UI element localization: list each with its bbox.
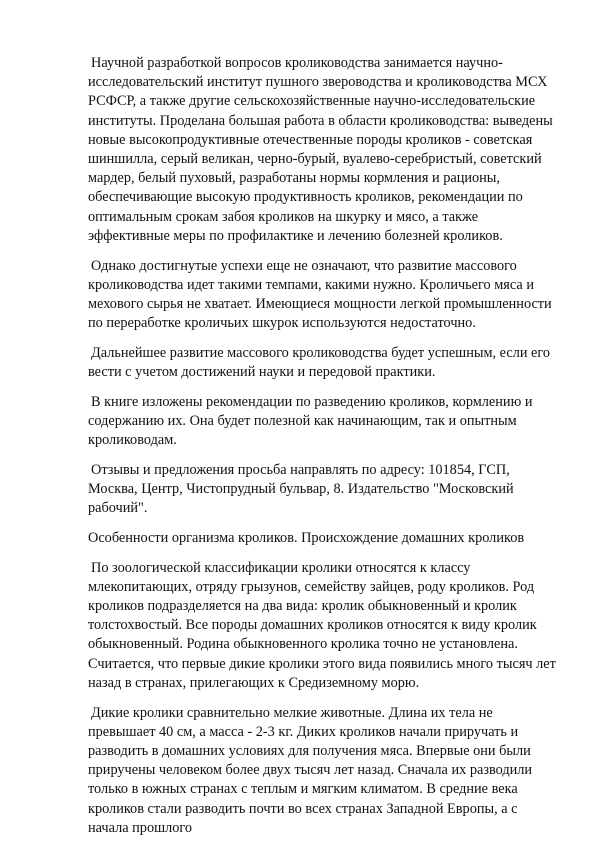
paragraph-book-contents: В книге изложены рекомендации по разведению кроликов, кормлению и содержанию их. Она будет полезной как начинающим, так и опытным кролиководам.	[88, 393, 533, 449]
paragraph-wild-rabbits: Дикие кролики сравнительно мелкие животные. Длина их тела не превышает 40 см, а масса - 2-3 кг. Диких кроликов начали приручать и разводить в домашних условиях для получения мяса. Впервые они были приручены человеком более двух тысяч лет назад. Сначала их разводили только в южных странах с теплым и мягким климатом. В средние века кроликов стали разводить почти во всех странах Западной Европы, а с начала прошлого	[88, 704, 533, 836]
paragraph-classification: По зоологической классификации кролики относятся к классу млекопитающих, отряду грызунов, семейству зайцев, роду кроликов. Род кроликов подразделяется на два вида: кролик обыкновенный и кролик толстохвостый. Все породы домашних кроликов относятся к виду кролик обыкновенный. Родина обыкновенного кролика точно не установлена. Считается, что первые дикие кролики этого вида появились много тысяч лет назад в странах, прилегающих к Средиземному морю.	[88, 559, 556, 691]
paragraph-intro-research: Научной разработкой вопросов кролиководства занимается научно-исследовательский институт пушного звероводства и кролиководства МСХ РСФСР, а также другие сельскохозяйственные научно-исследовательские институты. Проделана большая работа в области кролиководства: выведены новые высокопродуктивные отечественные породы кроликов - советская шиншилла, серый великан, черно-бурый, вуалево-серебристый, советский мардер, белый пуховый, разработаны нормы кормления и рационы, обеспечивающие высокую продуктивность кроликов, рекомендации по оптимальным срокам забоя кроликов на шкурку и мясо, а также эффективные меры по профилактике и лечению болезней кроликов.	[88, 55, 553, 244]
paragraph-feedback-address: Отзывы и предложения просьба направлять по адресу: 101854, ГСП, Москва, Центр, Чистопрудный бульвар, 8. Издательство "Московский рабочий".	[88, 461, 514, 517]
document-page	[88, 54, 560, 849]
section-heading: Особенности организма кроликов. Происхождение домашних кроликов	[88, 529, 525, 546]
paragraph-development-pace: Однако достигнутые успехи еще не означают, что развитие массового кролиководства идет такими темпами, какими нужно. Кроличьего мяса и мехового сырья не хватает. Имеющиеся мощности легкой промышленности по переработке кроличьих шкурок используются недостаточно.	[88, 257, 552, 332]
paragraph-further-development: Дальнейшее развитие массового кролиководства будет успешным, если его вести с учетом достижений науки и передовой практики.	[88, 344, 551, 381]
